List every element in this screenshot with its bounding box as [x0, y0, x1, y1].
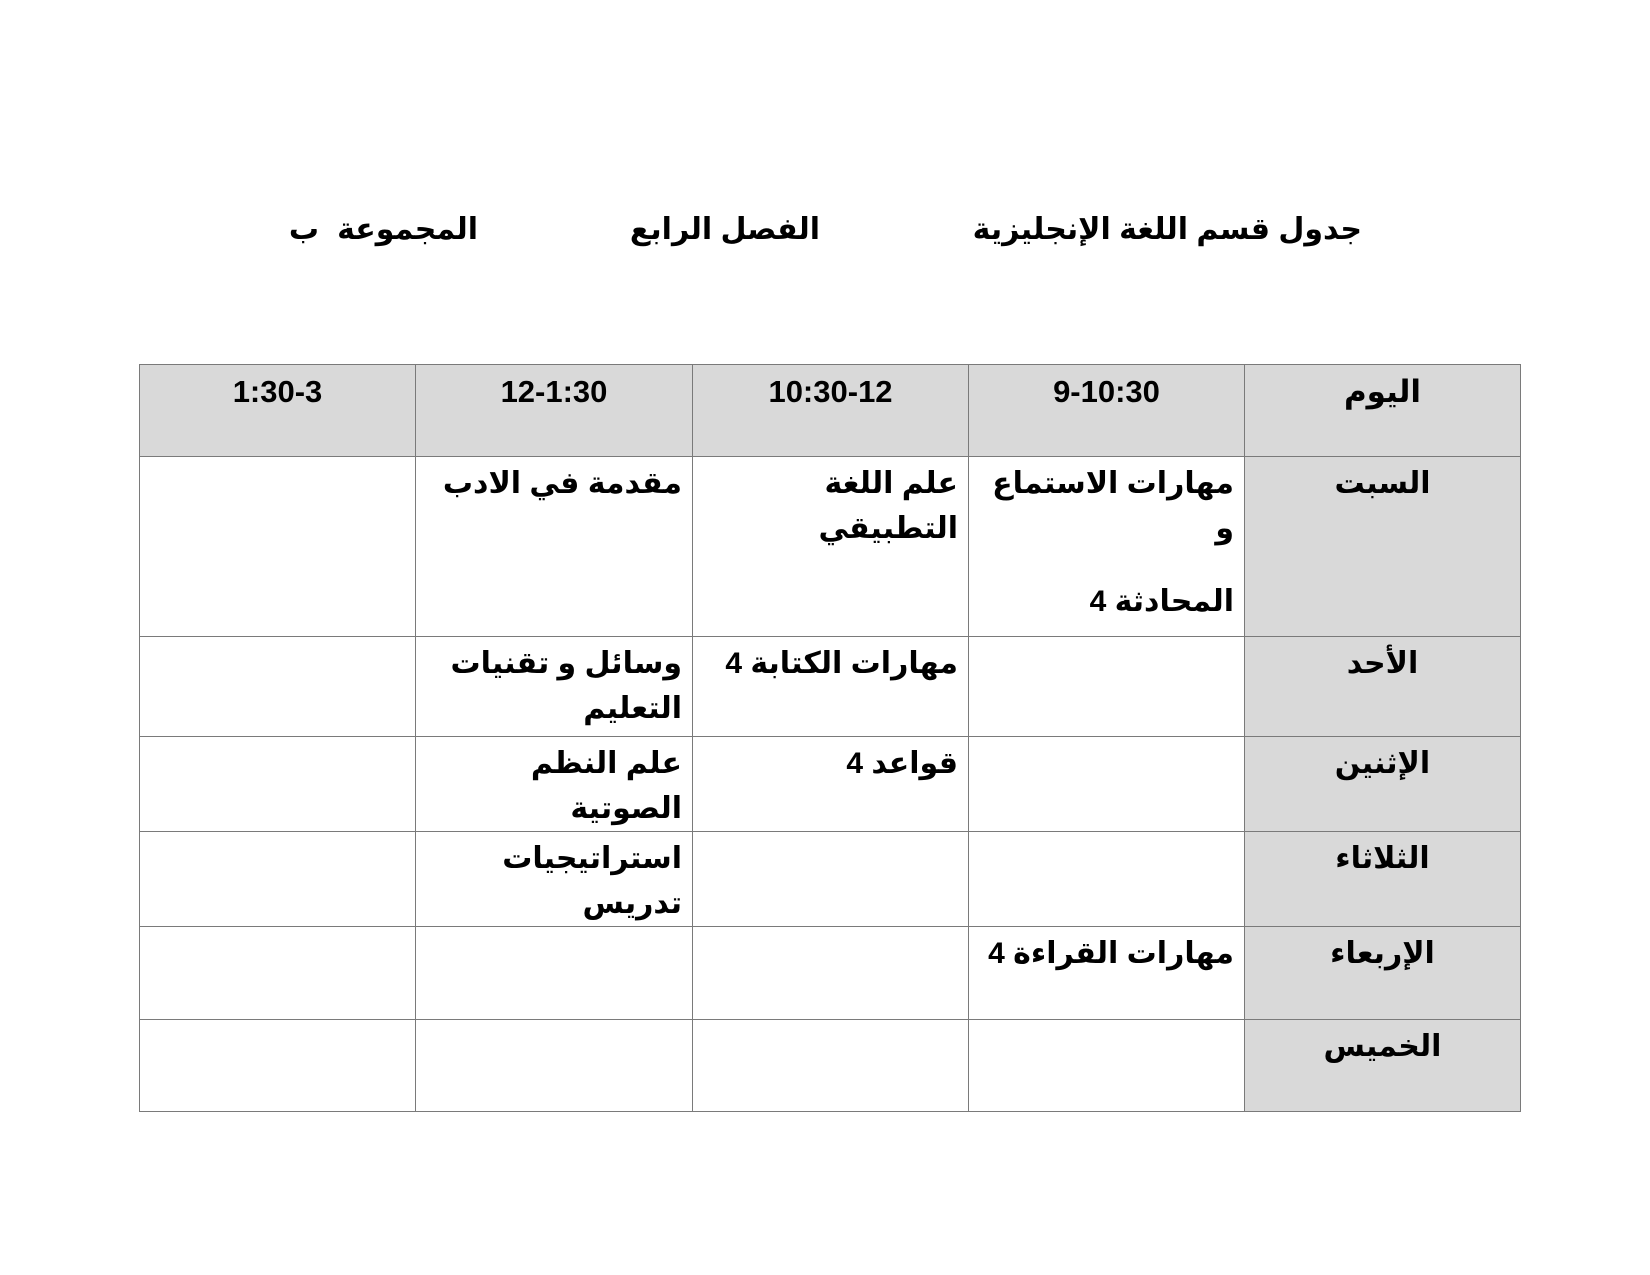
course-cell: مقدمة في الادب [416, 457, 693, 637]
course-cell [693, 832, 969, 927]
day-cell: الإربعاء [1245, 927, 1521, 1020]
department-title: جدول قسم اللغة الإنجليزية [972, 213, 1362, 246]
course-cell [969, 637, 1245, 737]
semester-title: الفصل الرابع [629, 213, 820, 246]
course-cell: قواعد 4 [693, 737, 969, 832]
course-line: مهارات الاستماع و [992, 467, 1234, 545]
course-cell [416, 927, 693, 1020]
course-line: وسائل و تقنيات [450, 647, 682, 680]
schedule-table [139, 364, 1521, 1112]
course-cell [140, 737, 416, 832]
table-row [140, 1020, 1521, 1112]
table-header-row [140, 365, 1521, 457]
course-cell [140, 927, 416, 1020]
course-cell: استراتيجيات تدريس [416, 832, 693, 927]
day-cell: الخميس [1245, 1020, 1521, 1112]
time-range: 1:30-3 [232, 374, 323, 409]
course-line: التعليم [583, 692, 682, 725]
time-range: 9-10:30 [1053, 374, 1160, 409]
time-range: 10:30-12 [768, 374, 893, 409]
course-line: المحادثة 4 [1089, 585, 1234, 618]
course-cell [693, 1020, 969, 1112]
course-cell [969, 737, 1245, 832]
day-cell: الإثنين [1245, 737, 1521, 832]
course-cell: علم اللغة التطبيقي [693, 457, 969, 637]
course-cell: مهارات القراءة 4 [969, 927, 1245, 1020]
course-cell [416, 1020, 693, 1112]
course-cell [416, 637, 693, 737]
course-cell [140, 457, 416, 637]
course-cell [140, 637, 416, 737]
time-range: 12-1:30 [500, 374, 608, 409]
day-cell: السبت [1245, 457, 1521, 637]
column-header-day: اليوم [1245, 365, 1521, 457]
column-header-slot-3 [416, 365, 693, 457]
course-cell: علم النظم الصوتية [416, 737, 693, 832]
column-header-slot-2 [693, 365, 969, 457]
table-row [140, 457, 1521, 637]
course-cell [140, 832, 416, 927]
course-cell [969, 1020, 1245, 1112]
table-row [140, 637, 1521, 737]
course-cell [693, 927, 969, 1020]
table-row [140, 737, 1521, 832]
group-value: ب [288, 213, 319, 246]
table-row [140, 927, 1521, 1020]
group-label: المجموعة [337, 213, 478, 246]
course-cell [969, 832, 1245, 927]
course-cell: مهارات الكتابة 4 [693, 637, 969, 737]
column-header-slot-4 [140, 365, 416, 457]
day-cell: الثلاثاء [1245, 832, 1521, 927]
course-cell [969, 457, 1245, 637]
table-row [140, 832, 1521, 927]
course-cell [140, 1020, 416, 1112]
column-header-slot-1 [969, 365, 1245, 457]
day-cell: الأحد [1245, 637, 1521, 737]
